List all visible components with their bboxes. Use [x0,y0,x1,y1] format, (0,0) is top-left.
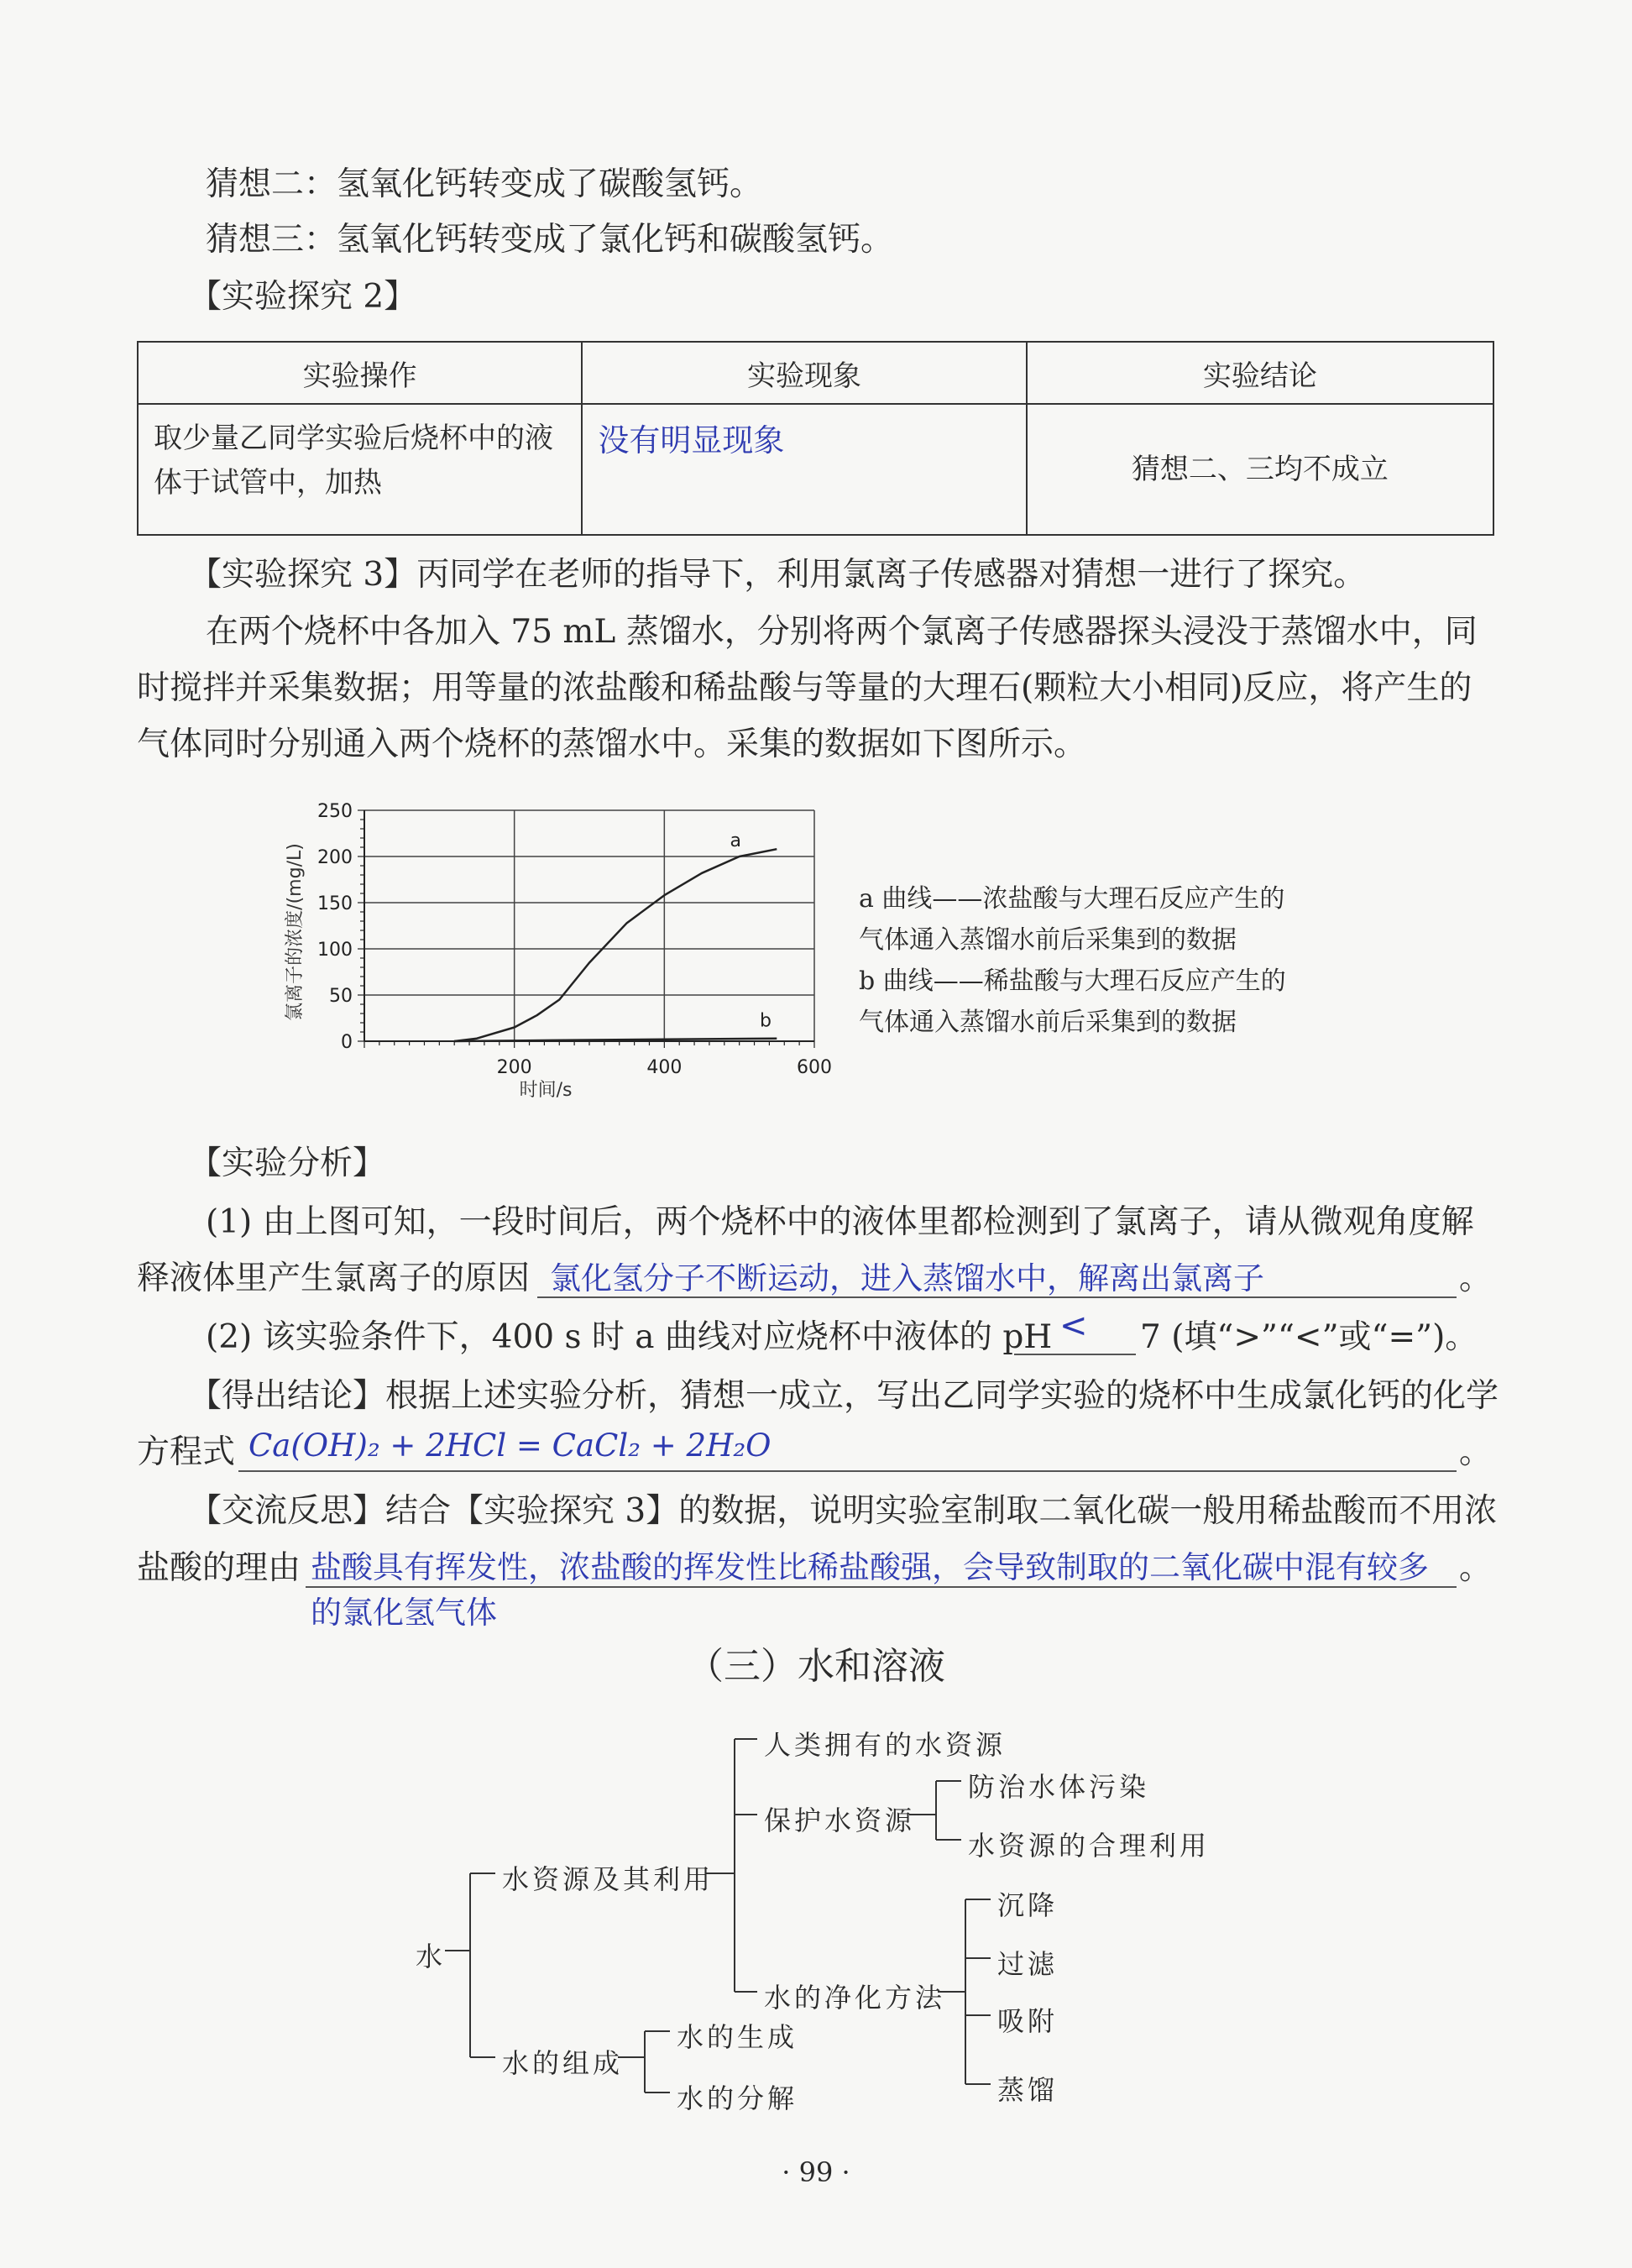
x-tick-label-600: 600 [797,1057,832,1078]
map-resources: 水资源及其利用 [502,1863,714,1895]
map-human-resources: 人类拥有的水资源 [764,1729,1007,1761]
exp3-line4: 气体同时分别通入两个烧杯的蒸馏水中。采集的数据如下图所示。 [137,725,1087,763]
y-tick-label-0: 0 [341,1032,353,1053]
conclusion-prefix: 方程式 [137,1433,236,1471]
q1-line1: (1) 由上图可知，一段时间后，两个烧杯中的液体里都检测到了氯离子，请从微观角度解 [206,1203,1474,1241]
y-tick-label-50: 50 [329,986,353,1007]
reflection-period: 。 [1459,1549,1493,1587]
q2-suffix: 7 (填“>”“<”或“=”)。 [1140,1318,1478,1356]
q1-period: 。 [1459,1260,1493,1297]
y-tick-label-250: 250 [317,801,353,822]
map-rational-use: 水资源的合理利用 [968,1830,1211,1862]
q1-prefix: 释液体里产生氯离子的原因 [137,1260,531,1297]
cell-operation: 取少量乙同学实验后烧杯中的液体于试管中，加热 [138,404,582,535]
exp2-heading: 【实验探究 2】 [189,278,417,316]
chloride-concentration-chart [269,794,856,1113]
analysis-heading: 【实验分析】 [189,1144,386,1182]
q2-answer: < [1059,1307,1088,1345]
legend-line-2: 气体通入蒸馏水前后采集到的数据 [859,925,1237,955]
x-tick-label-200: 200 [496,1057,532,1078]
y-tick-label-100: 100 [317,940,353,961]
legend-line-3: b 曲线——稀盐酸与大理石反应产生的 [859,966,1286,996]
page-number: · 99 · [782,2156,850,2188]
map-root: 水 [416,1941,447,1972]
reflection-line1: 【交流反思】结合【实验探究 3】的数据，说明实验室制取二氧化碳一般用稀盐酸而不用浓 [189,1492,1498,1530]
exp3-line2: 在两个烧杯中各加入 75 mL 蒸馏水，分别将两个氯离子传感器探头浸没于蒸馏水中，同 [206,613,1478,651]
map-adsorb: 吸附 [997,2005,1059,2037]
conclusion-line1: 【得出结论】根据上述实验分析，猜想一成立，写出乙同学实验的烧杯中生成氯化钙的化学 [189,1377,1499,1415]
exp2-table [137,341,1494,536]
exp3-line3: 时搅拌并采集数据；用等量的浓盐酸和稀盐酸与等量的大理石(颗粒大小相同)反应，将产生的 [137,669,1472,707]
reflection-answer-2: 的氯化氢气体 [311,1595,497,1631]
map-generation: 水的生成 [677,2021,798,2053]
y-tick-label-200: 200 [317,847,353,868]
col-phenomenon: 实验现象 [582,342,1026,404]
concept-map-lines [0,1705,1632,2141]
hypothesis-2: 猜想二：氢氧化钙转变成了碳酸氢钙。 [206,165,763,203]
exp3-line1: 【实验探究 3】丙同学在老师的指导下，利用氯离子传感器对猜想一进行了探究。 [189,556,1367,594]
section-title: （三）水和溶液 [687,1645,945,1688]
series-b-label: b [759,1010,772,1032]
map-purify: 水的净化方法 [764,1982,946,2014]
cell-phenomenon [582,404,1026,535]
x-axis-label: 时间/s [519,1080,573,1101]
reflection-prefix: 盐酸的理由 [137,1549,301,1587]
map-filter: 过滤 [997,1948,1059,1980]
x-tick-label-400: 400 [646,1057,683,1078]
col-operation: 实验操作 [138,342,582,404]
hypothesis-3: 猜想三：氢氧化钙转变成了氯化钙和碳酸氢钙。 [206,221,894,259]
cell-conclusion: 猜想二、三均不成立 [1027,404,1493,535]
conclusion-period: 。 [1459,1433,1493,1471]
map-distill: 蒸馏 [997,2074,1059,2106]
phenomenon-answer: 没有明显现象 [598,422,785,458]
col-conclusion: 实验结论 [1027,342,1493,404]
series-a-label: a [730,830,741,851]
series-a-line [454,849,777,1041]
reflection-answer-1: 盐酸具有挥发性，浓盐酸的挥发性比稀盐酸强，会导致制取的二氧化碳中混有较多 [311,1549,1429,1585]
q2-answer-line [1014,1354,1136,1355]
map-protect: 保护水资源 [764,1804,916,1836]
y-tick-label-150: 150 [317,893,353,914]
q1-answer: 氯化氢分子不断运动，进入蒸馏水中，解离出氯离子 [550,1260,1264,1296]
legend-line-4: 气体通入蒸馏水前后采集到的数据 [859,1008,1237,1037]
map-prevent-pollution: 防治水体污染 [968,1771,1150,1803]
q2-prefix: (2) 该实验条件下，400 s 时 a 曲线对应烧杯中液体的 pH [206,1318,1053,1356]
map-composition: 水的组成 [502,2047,624,2079]
equation-answer-line [238,1470,1457,1472]
map-decomposition: 水的分解 [677,2082,798,2114]
equation-answer: Ca(OH)₂ + 2HCl = CaCl₂ + 2H₂O [248,1427,772,1464]
y-axis-label: 氯离子的浓度/(mg/L) [285,843,306,1021]
map-sediment: 沉降 [997,1889,1059,1921]
legend-line-1: a 曲线——浓盐酸与大理石反应产生的 [859,884,1285,914]
